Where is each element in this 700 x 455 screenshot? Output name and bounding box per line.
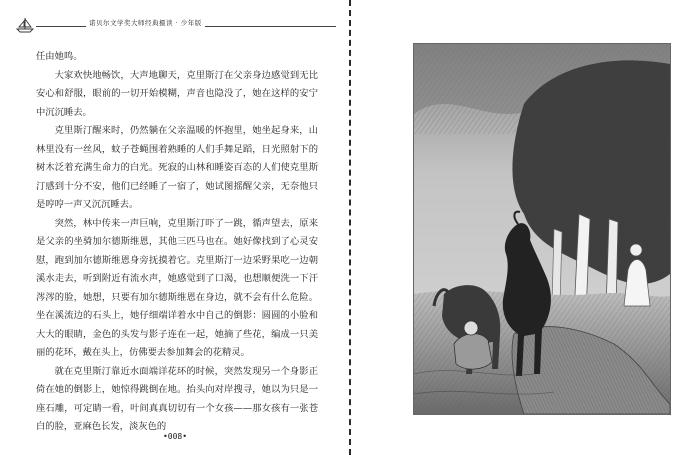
sailboat-logo-icon: [14, 16, 36, 34]
paragraph: 突然，林中传来一声巨响，克里斯汀吓了一跳，循声望去，原来是父亲的坐骑加尔德斯维恩，其他三匹马也在。她好像找到了心灵安慰，跑到加尔德斯维恩身旁抚摸着它。克里斯汀一边采野果吃一边朝溪水走去，听到附近有流水声，她感觉到了口渴，也想顺便洗一下汗涔涔的脸，她想，只要有加尔德斯维恩在身边，就不会有什么危险。坐在溪流边的石头上，她仔细端详着水中自己的倒影：圆圆的小脸和大大的眼睛，金色的头发与影子连在一起，她摘了些花，编成一只美丽的花环，戴在头上，仿佛要去参加舞会的花精灵。: [36, 217, 318, 358]
paragraph: 就在克里斯汀靠近水面端详花环的时候，突然发现另一个身影正倚在她的倒影上，她惊得跳倒在地。抬头向对岸搜寻，她以为只是一座石雕，可定睛一看，叶间真真切切有一个女孩——那女孩有一张苍白的脸，亚麻色长发，淡灰色的: [36, 365, 318, 432]
series-title: 诺贝尔文学奖大师经典摄读 · 少年版: [86, 18, 205, 27]
page-number: •008•: [162, 432, 188, 441]
body-text: [36, 48, 318, 437]
paragraph: 任由她鸣。: [36, 51, 83, 62]
paragraph: 克里斯汀醒来时，仍然躺在父亲温暖的怀抱里，她坐起身来，山林里没有一丝风，蚊子苍蝇围着熟睡的人们手舞足蹈，日光照射下的树木泛着充满生命力的白光。死寂的山林和睡姿百态的人们使克里斯汀感到十分不安，他们已经睡了一宿了，她试图摇醒父亲，无奈他只是哼哼一声又沉沉睡去。: [36, 125, 318, 210]
sketch-drawing: [414, 44, 670, 414]
paragraph: 大家欢快地畅饮，大声地聊天，克里斯汀在父亲身边感觉到无比安心和舒服，眼前的一切开始模糊，声音也隐没了，她在这样的安宁中沉沉睡去。: [36, 69, 318, 118]
running-header: [14, 18, 344, 36]
pencil-sketch-illustration: [413, 43, 671, 415]
